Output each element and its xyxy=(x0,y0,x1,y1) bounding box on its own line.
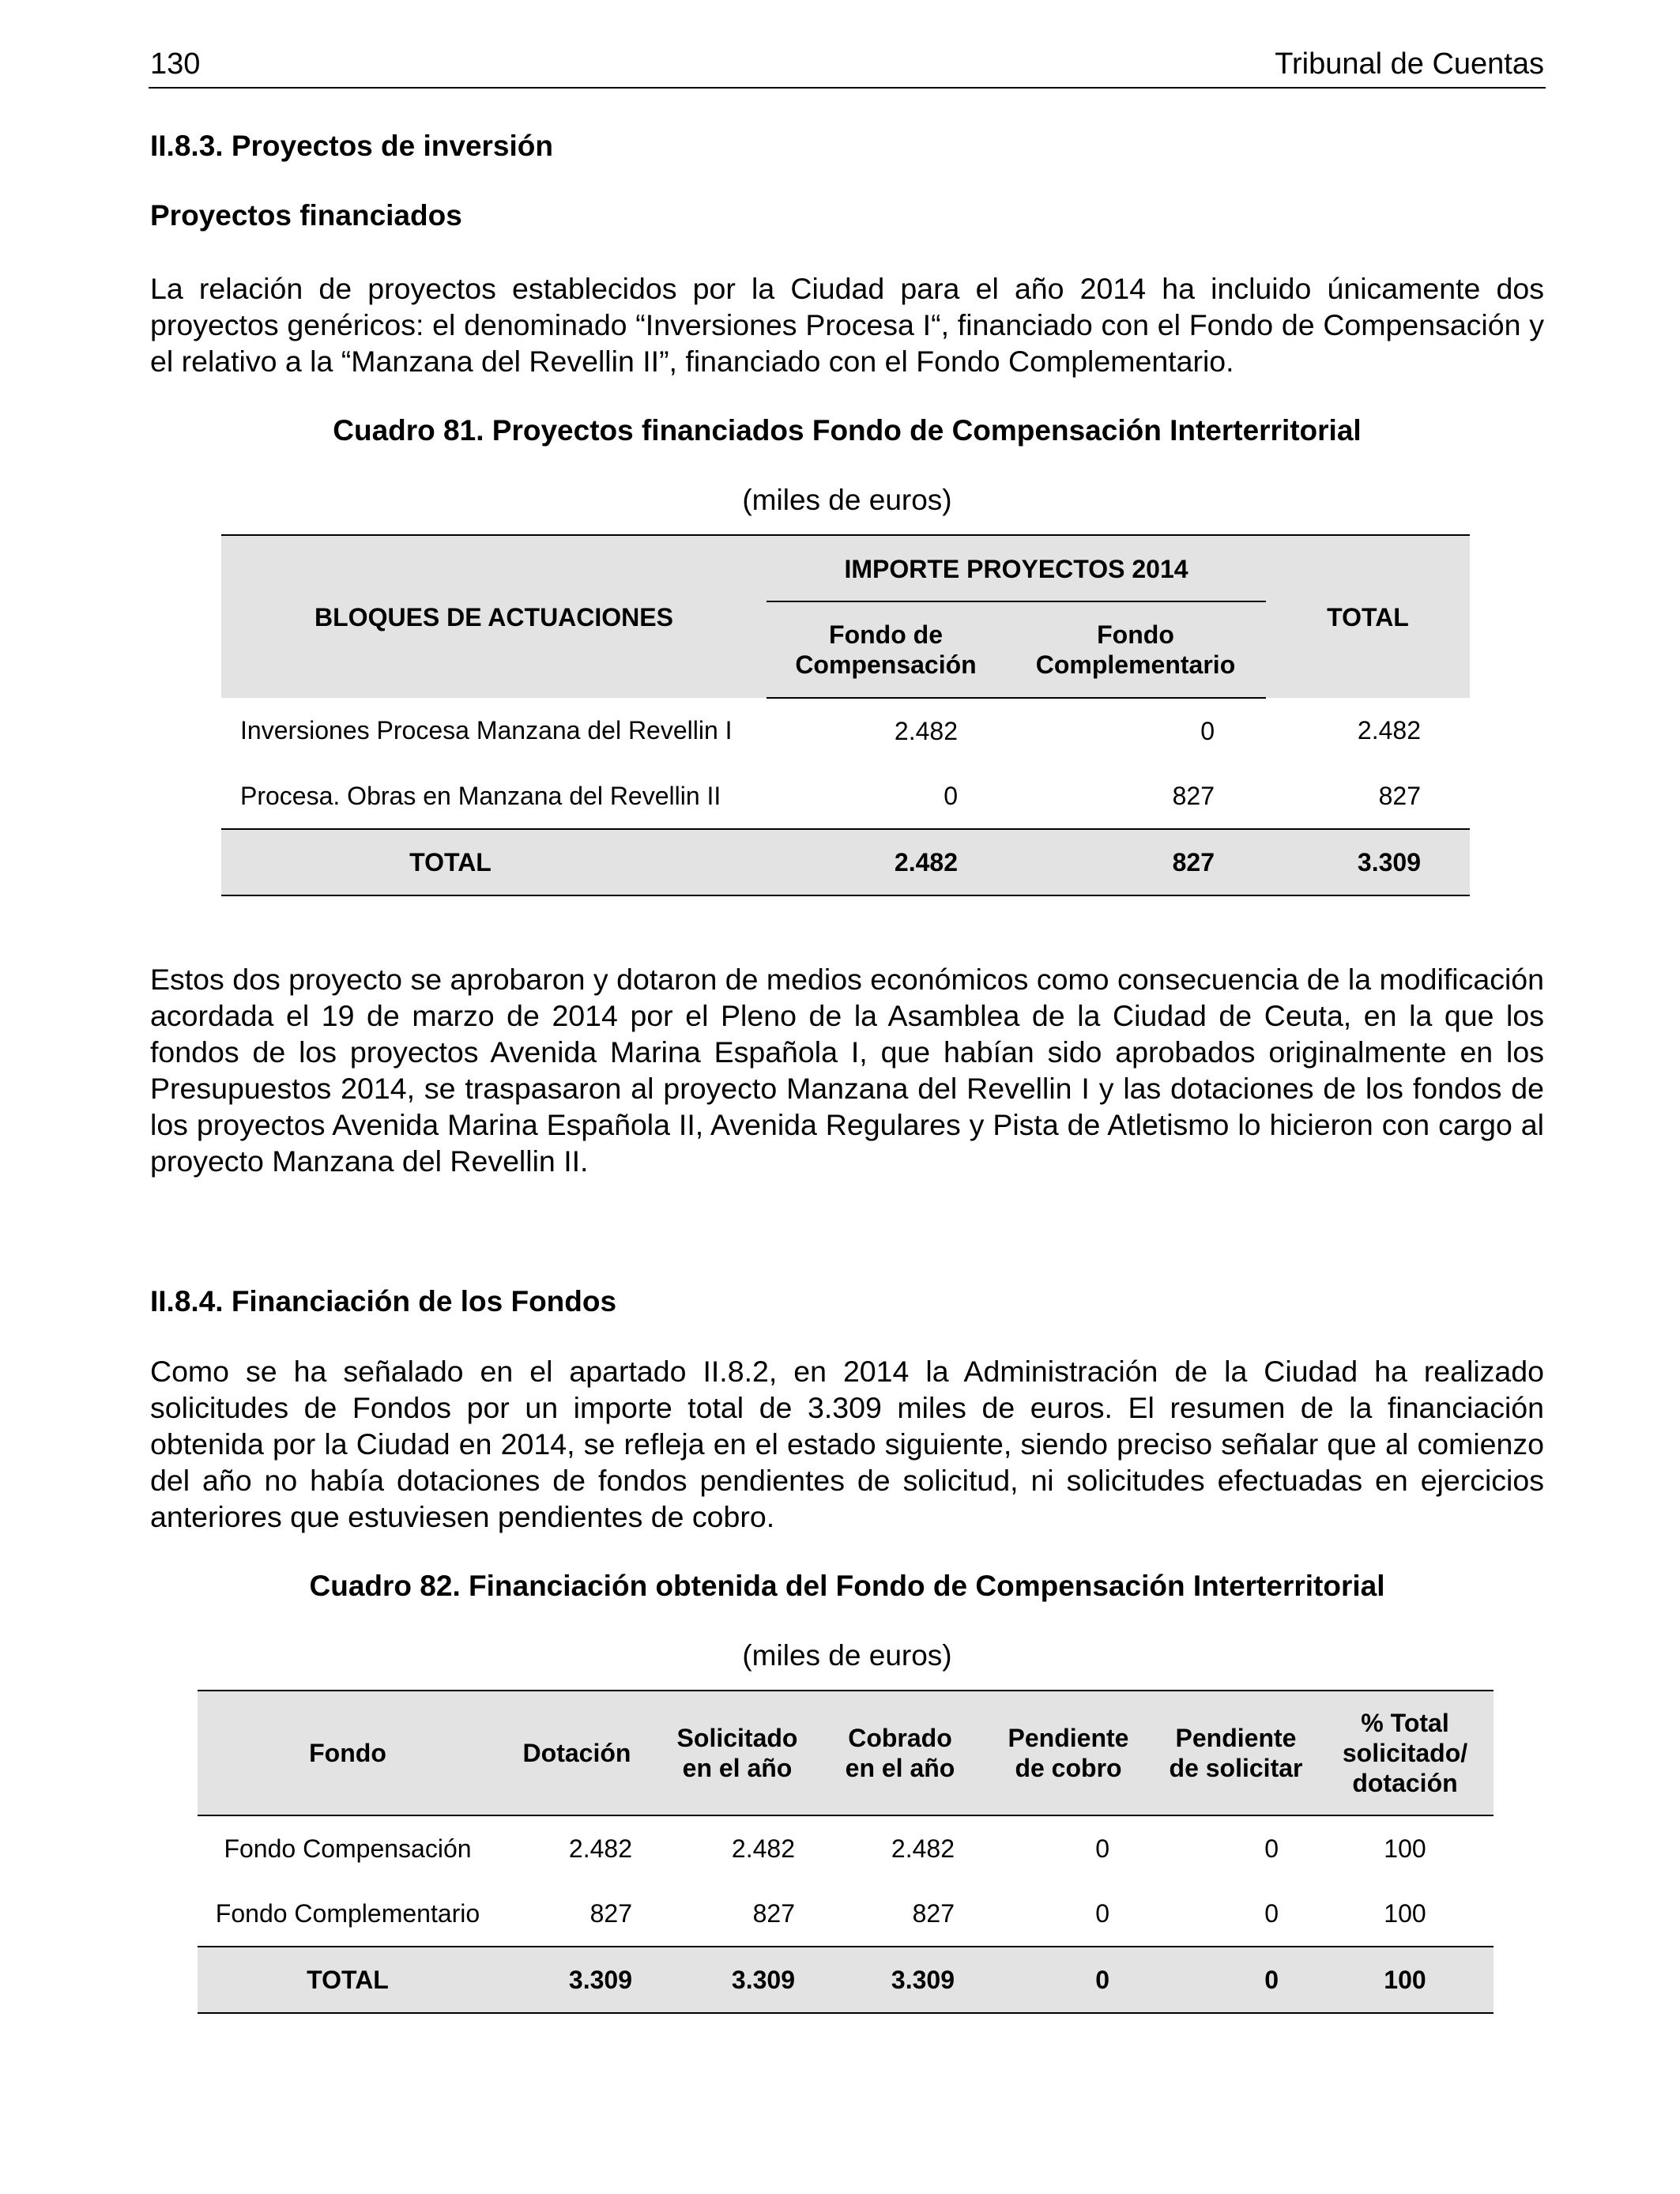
cell-porcentaje: 100 xyxy=(1384,1898,1426,1928)
paragraph-aprobacion-text: Estos dos proyecto se aprobaron y dotaron de medios económicos como consecuencia de la modificación acordada el 19 de marzo de 2014 por el Pleno de la Asamblea de la Ciudad de Ceuta, en la que los fondos de los proyectos Avenida Marina Española I, que habían sido aprobados originalmente en los Presupuestos 2014, se traspasaron al proyecto Manzana del Revellin I y las dotaciones de los fondos de los proyectos Avenida Marina Española II, Avenida Regulares y Pista de Atletismo lo hicieron con cargo al proyecto Manzana del Revellin II. xyxy=(150,963,1544,1178)
page-header xyxy=(149,44,1546,89)
total-dotacion: 3.309 xyxy=(498,1947,656,2013)
table-82-caption: Cuadro 82. Financiación obtenida del Fondo de Compensación Interterritorial xyxy=(309,1570,1385,1602)
total-fondo-compensacion: 2.482 xyxy=(767,829,1005,895)
cell-fondo: Fondo Complementario xyxy=(215,1898,480,1928)
header-fondo-compensacion: Fondo de Compensación xyxy=(767,602,1005,698)
cell-fondo-complementario: 827 xyxy=(1172,781,1215,810)
paragraph-intro xyxy=(150,270,1544,379)
table-total-row xyxy=(221,829,1470,895)
cell-solicitado: 827 xyxy=(752,1898,795,1928)
cell-dotacion: 827 xyxy=(590,1898,632,1928)
table-row xyxy=(198,1815,1494,1881)
cell-fondo-complementario: 0 xyxy=(1200,716,1215,745)
running-title: Tribunal de Cuentas xyxy=(1275,47,1544,81)
cell-pendiente-cobro: 0 xyxy=(1095,1898,1109,1928)
table-81 xyxy=(221,534,1470,896)
total-porcentaje: 100 xyxy=(1317,1947,1494,2013)
paragraph-aprobacion xyxy=(150,961,1544,1179)
total-label: TOTAL xyxy=(221,829,767,895)
page-number: 130 xyxy=(150,47,201,81)
row-label: Inversiones Procesa Manzana del Revellin I xyxy=(240,716,733,745)
paragraph-financiacion-text: Como se ha señalado en el apartado II.8.2, en 2014 la Administración de la Ciudad ha realizado solicitudes de Fondos por un importe total de 3.309 miles de euros. El resumen de la financiación obtenida por la Ciudad en 2014, se refleja en el estado siguiente, siendo preciso señalar que al comienzo del año no había dotaciones de fondos pendientes de solicitud, ni solicitudes efectuadas en ejercicios anteriores que estuviesen pendientes de cobro. xyxy=(150,1355,1544,1533)
cell-pendiente-solicitar: 0 xyxy=(1264,1898,1279,1928)
cell-total: 2.482 xyxy=(1357,716,1421,745)
header-solicitado: Solicitado en el año xyxy=(656,1691,819,1815)
section-heading-8-4: II.8.4. Financiación de los Fondos xyxy=(150,1285,617,1318)
table-81-caption: Cuadro 81. Proyectos financiados Fondo de Compensación Interterritorial xyxy=(333,414,1362,447)
table-row xyxy=(221,698,1470,763)
total-fondo-complementario: 827 xyxy=(1005,829,1266,895)
header-total: TOTAL xyxy=(1266,535,1470,698)
cell-pendiente-cobro: 0 xyxy=(1095,1834,1109,1863)
cell-fondo: Fondo Compensación xyxy=(224,1834,472,1863)
cell-dotacion: 2.482 xyxy=(568,1834,632,1863)
table-81-units: (miles de euros) xyxy=(742,484,952,516)
header-dotacion: Dotación xyxy=(498,1691,656,1815)
total-label: TOTAL xyxy=(198,1947,498,2013)
cell-fondo-compensacion: 2.482 xyxy=(894,716,958,745)
section-heading-8-3: II.8.3. Proyectos de inversión xyxy=(150,130,553,162)
table-row xyxy=(221,763,1470,829)
header-porcentaje: % Total solicitado/ dotación xyxy=(1317,1691,1494,1815)
cell-solicitado: 2.482 xyxy=(731,1834,795,1863)
cell-total: 827 xyxy=(1378,781,1421,810)
cell-fondo-compensacion: 0 xyxy=(944,781,958,810)
cell-cobrado: 2.482 xyxy=(891,1834,955,1863)
table-total-row xyxy=(198,1947,1494,2013)
total-pendiente-cobro: 0 xyxy=(981,1947,1155,2013)
table-82 xyxy=(198,1690,1494,2014)
total-solicitado: 3.309 xyxy=(656,1947,819,2013)
header-bloques: BLOQUES DE ACTUACIONES xyxy=(221,535,767,698)
total-pendiente-solicitar: 0 xyxy=(1155,1947,1317,2013)
header-importe-group: IMPORTE PROYECTOS 2014 xyxy=(767,535,1266,602)
paragraph-intro-text: La relación de proyectos establecidos por la Ciudad para el año 2014 ha incluido únicamente dos proyectos genéricos: el denominado “Inversiones Procesa I“, financiado con el Fondo de Compensación y el relativo a la “Manzana del Revellin II”, financiado con el Fondo Complementario. xyxy=(150,272,1544,378)
table-82-units: (miles de euros) xyxy=(742,1639,952,1672)
cell-cobrado: 827 xyxy=(912,1898,955,1928)
header-pendiente-cobro: Pendiente de cobro xyxy=(981,1691,1155,1815)
header-fondo-complementario: Fondo Complementario xyxy=(1005,602,1266,698)
subheading-proyectos-financiados: Proyectos financiados xyxy=(150,199,462,232)
cell-pendiente-solicitar: 0 xyxy=(1264,1834,1279,1863)
total-total: 3.309 xyxy=(1266,829,1470,895)
cell-porcentaje: 100 xyxy=(1384,1834,1426,1863)
header-pendiente-solicitar: Pendiente de solicitar xyxy=(1155,1691,1317,1815)
row-label: Procesa. Obras en Manzana del Revellin II xyxy=(240,781,721,810)
table-row xyxy=(198,1881,1494,1947)
paragraph-financiacion xyxy=(150,1353,1544,1535)
total-cobrado: 3.309 xyxy=(819,1947,981,2013)
header-fondo: Fondo xyxy=(198,1691,498,1815)
header-cobrado: Cobrado en el año xyxy=(819,1691,981,1815)
